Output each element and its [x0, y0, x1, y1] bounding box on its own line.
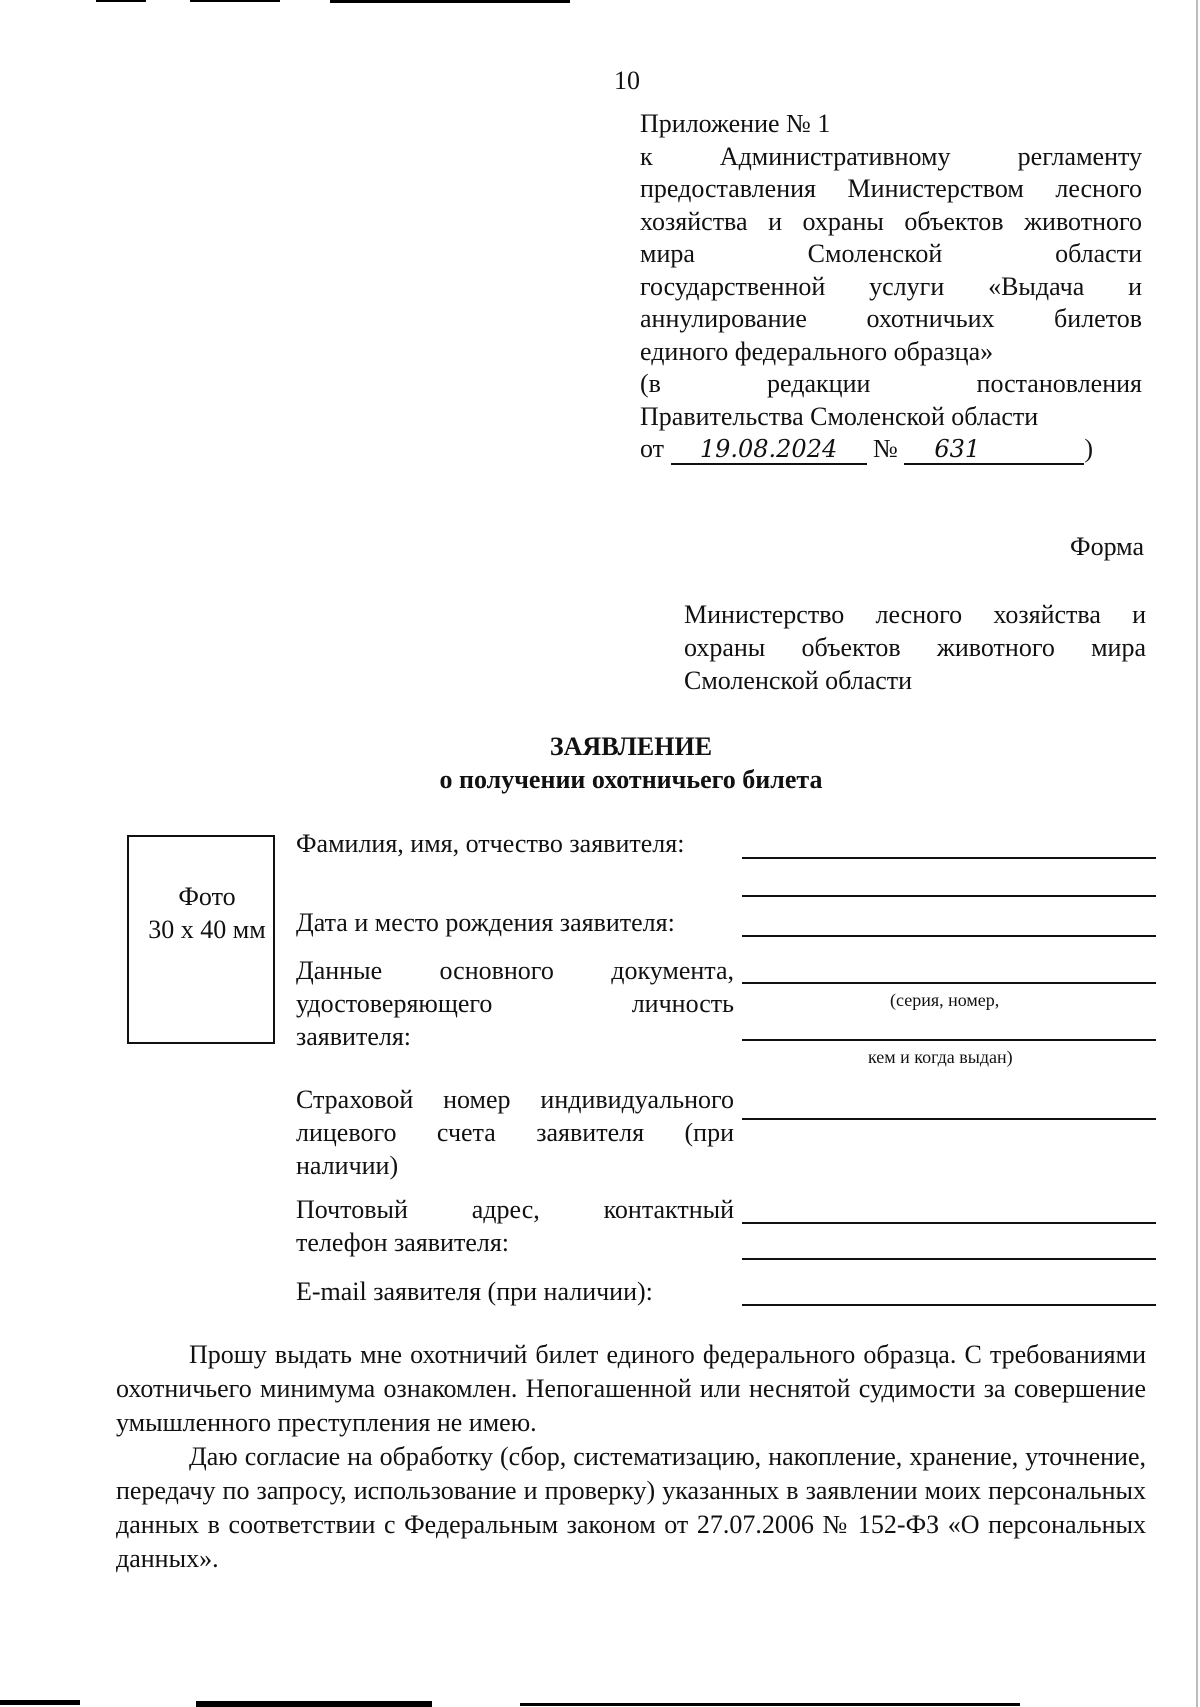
address-input-line[interactable] [742, 1222, 1156, 1224]
document-label-line: заявителя: [296, 1022, 412, 1051]
appendix-date-line [640, 433, 1142, 466]
scan-artifact-bottom [196, 1701, 432, 1707]
handwritten-date: 19.08.2024 [671, 435, 867, 465]
addressee-line: Смоленской области [684, 666, 913, 695]
addressee-line: Министерство лесного хозяйства и [684, 600, 1146, 629]
document-title: ЗАЯВЛЕНИЕ [549, 732, 713, 761]
document-input-line[interactable] [742, 982, 1156, 984]
birth-label: Дата и место рождения заявителя: [296, 908, 675, 937]
snils-label [296, 1083, 734, 1182]
address-label [296, 1193, 734, 1259]
document-input-line-2[interactable] [742, 1039, 1156, 1041]
scan-artifact-top [190, 0, 280, 2]
appendix-line: единого федерального образца» [640, 336, 994, 366]
consent-text: Даю согласие на обработку (сбор, систематизацию, накопление, хранение, уточнение, передачу по запросу, использование и проверку) указанных в заявлении моих персональных данных в соответствии с Федеральным законом от 27.07.2006 № 152-ФЗ «О персональных данных». [116, 1442, 1146, 1573]
request-paragraph [116, 1338, 1146, 1440]
scan-artifact-top [96, 0, 146, 2]
snils-input-line[interactable] [742, 1118, 1156, 1120]
photo-label [127, 880, 287, 946]
appendix-line: к Административному регламенту [640, 141, 1142, 171]
scan-artifact-bottom [520, 1703, 1020, 1706]
address-label-line: Почтовый адрес, контактный [296, 1195, 734, 1224]
email-label: E-mail заявителя (при наличии): [296, 1277, 653, 1306]
appendix-line: мира Смоленской области [640, 239, 1142, 268]
document-label-line: Данные основного документа, [296, 956, 734, 985]
email-input-line[interactable] [742, 1304, 1156, 1306]
document-subtitle: о получении охотничьего билета [439, 765, 823, 794]
page-number: 10 [614, 66, 640, 95]
document-caption-1: (серия, номер, [890, 990, 1000, 1010]
address-input-line-2[interactable] [742, 1258, 1156, 1260]
form-label: Форма [1070, 532, 1144, 561]
fio-label: Фамилия, имя, отчество заявителя: [296, 829, 685, 858]
snils-label-line: лицевого счета заявителя (при [296, 1118, 734, 1147]
document-label [296, 954, 734, 1053]
appendix-line: аннулирование охотничьих билетов [640, 304, 1142, 333]
scan-artifact-top [330, 0, 570, 3]
snils-label-line: наличии) [296, 1151, 399, 1180]
scan-artifact-bottom [0, 1700, 80, 1705]
appendix-block [640, 108, 1142, 466]
photo-size-label: 30 х 40 мм [148, 915, 266, 944]
appendix-line: предоставления Министерством лесного [640, 174, 1142, 203]
scan-artifact-right-edge [1196, 0, 1198, 1707]
document-caption-2: кем и когда выдан) [868, 1047, 1013, 1067]
date-prefix: от [640, 434, 665, 463]
photo-label-line: Фото [178, 882, 236, 911]
appendix-line: хозяйства и охраны объектов животного [640, 206, 1142, 236]
request-text: Прошу выдать мне охотничий билет единого федерального образца. С требованиями охотничьего минимума ознакомлен. Непогашенной или неснятой судимости за совершение умышленного преступления не имею. [116, 1340, 1146, 1437]
appendix-line: (в редакции постановления [640, 369, 1142, 398]
snils-label-line: Страховой номер индивидуального [296, 1085, 734, 1114]
document-label-line: удостоверяющего личность [296, 989, 734, 1018]
appendix-line: Правительства Смоленской области [640, 401, 1039, 431]
closing-parenthesis: ) [1084, 434, 1094, 463]
handwritten-number: 631 [904, 435, 1084, 465]
fio-input-line[interactable] [742, 857, 1156, 859]
appendix-line: государственной услуги «Выдача и [640, 271, 1142, 301]
address-label-line: телефон заявителя: [296, 1228, 510, 1257]
consent-paragraph [116, 1440, 1146, 1576]
appendix-line: Приложение № 1 [640, 109, 831, 138]
fio-input-line-2[interactable] [742, 895, 1156, 897]
addressee-line: охраны объектов животного мира [684, 633, 1146, 662]
addressee-block [684, 598, 1146, 697]
number-prefix: № [873, 434, 898, 463]
birth-input-line[interactable] [742, 935, 1156, 937]
